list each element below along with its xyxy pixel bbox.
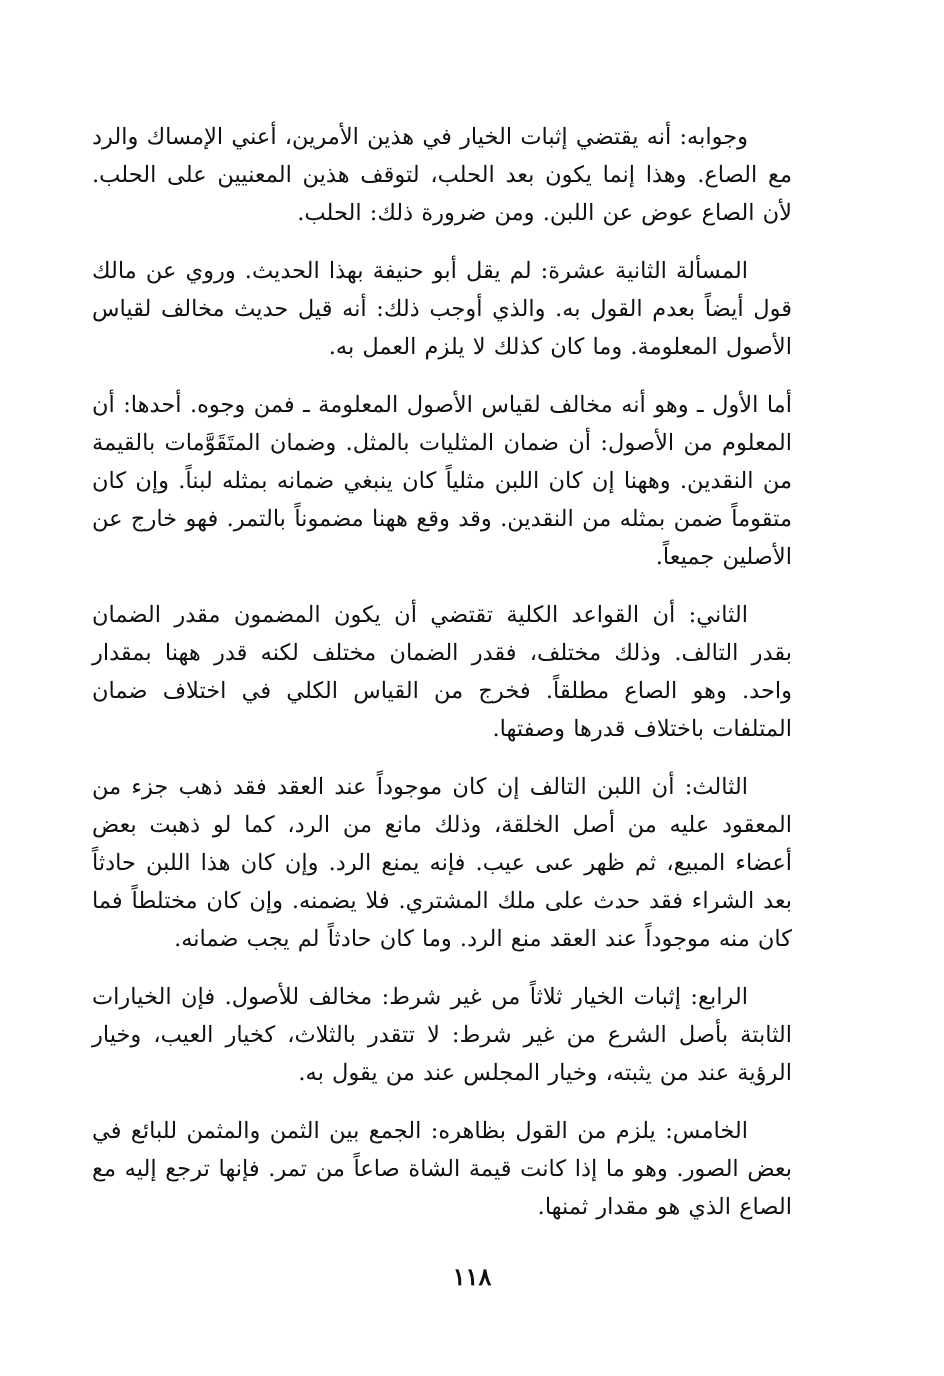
paragraph-fourth-reason: الرابع: إثبات الخيار ثلاثاً مں غير شرط: مخالف للأصول. فإن الخيارات الثابتة بأصل الشرع من غير شرط: لا تتقدر بالثلاث، كخيار العيب، وخيار الرؤية عند من يثبته، وخيار المجلس عند من يقول به. — [92, 984, 792, 1086]
page-number: ١١٨ — [452, 1262, 492, 1291]
paragraph-first-reason: أما الأول ـ وهو أنه مخالف لقياس الأصول المعلومة ـ فمن وجوه. أحدها: أن المعلوم من الأصول: أن ضمان المثليات بالمثل. وضمان المتَقَوَّمات بالقيمة من النقدين. وههنا إن كان اللبن مثلياً كان ينبغي ضمانه بمثله لبناً. وإن كان متقوماً ضمن بمثله من النقدين. وقد وقع ههنا مضموناً بالتمر. فهو خارج عن الأصلين جميعاً. — [92, 392, 792, 570]
paragraph-third-reason: الثالث: أن اللبن التالف إن كان موجوداً عند العقد فقد ذهب جزء من المعقود عليه من أصل الخلقة، وذلك مانع من الرد، كما لو ذهبت بعض أعضاء المبيع، ثم ظهر عىى عيب. فإنه يمنع الرد. وإن كان هذا اللبن حادثاً بعد الشراء فقد حدث على ملك المشتري. فلا يضمنه. وإن كان مختلطاً فما كان منه موجوداً عند العقد منع الرد. وما كان حادثاً لم يجب ضمانه. — [92, 774, 792, 952]
paragraph-answer: وجوابه: أنه يقتضي إثبات الخيار في هذين الأمرين، أعني الإمساك والرد مع الصاع. وهذا إنما يكون بعد الحلب، لتوقف هذين المعنيين على الحلب. لأن الصاع عوض عن اللبن. ومن ضرورة ذلك: الحلب. — [92, 124, 792, 226]
paragraph-fifth-reason: الخامس: يلزم من القول بظاهره: الجمع بين الثمن والمثمن للبائع في بعض الصور. وهو ما إذا كانت قيمة الشاة صاعاً من تمر. فإنها ترجع إليه مع الصاع الذي هو مقدار ثمنها. — [92, 1118, 792, 1220]
book-page-body — [92, 118, 792, 1246]
paragraph-second-reason: الثاني: أن القواعد الكلية تقتضي أن يكون المضمون مقدر الضمان بقدر التالف. وذلك مختلف، فقدر الضمان مختلف لكنه قدر ههنا بمقدار واحد. وهو الصاع مطلقاً. فخرج من القياس الكلي في اختلاف ضمان المتلفات باختلاف قدرها وصفتها. — [92, 602, 792, 742]
paragraph-issue-twelve: المسألة الثانية عشرة: لم يقل أبو حنيفة بهذا الحديث. وروي عن مالك قول أيضاً بعدم القول به. والذي أوجب ذلك: أنه قيل حديث مخالف لقياس الأصول المعلومة. وما كان كذلك لا يلزم العمل به. — [92, 258, 792, 360]
